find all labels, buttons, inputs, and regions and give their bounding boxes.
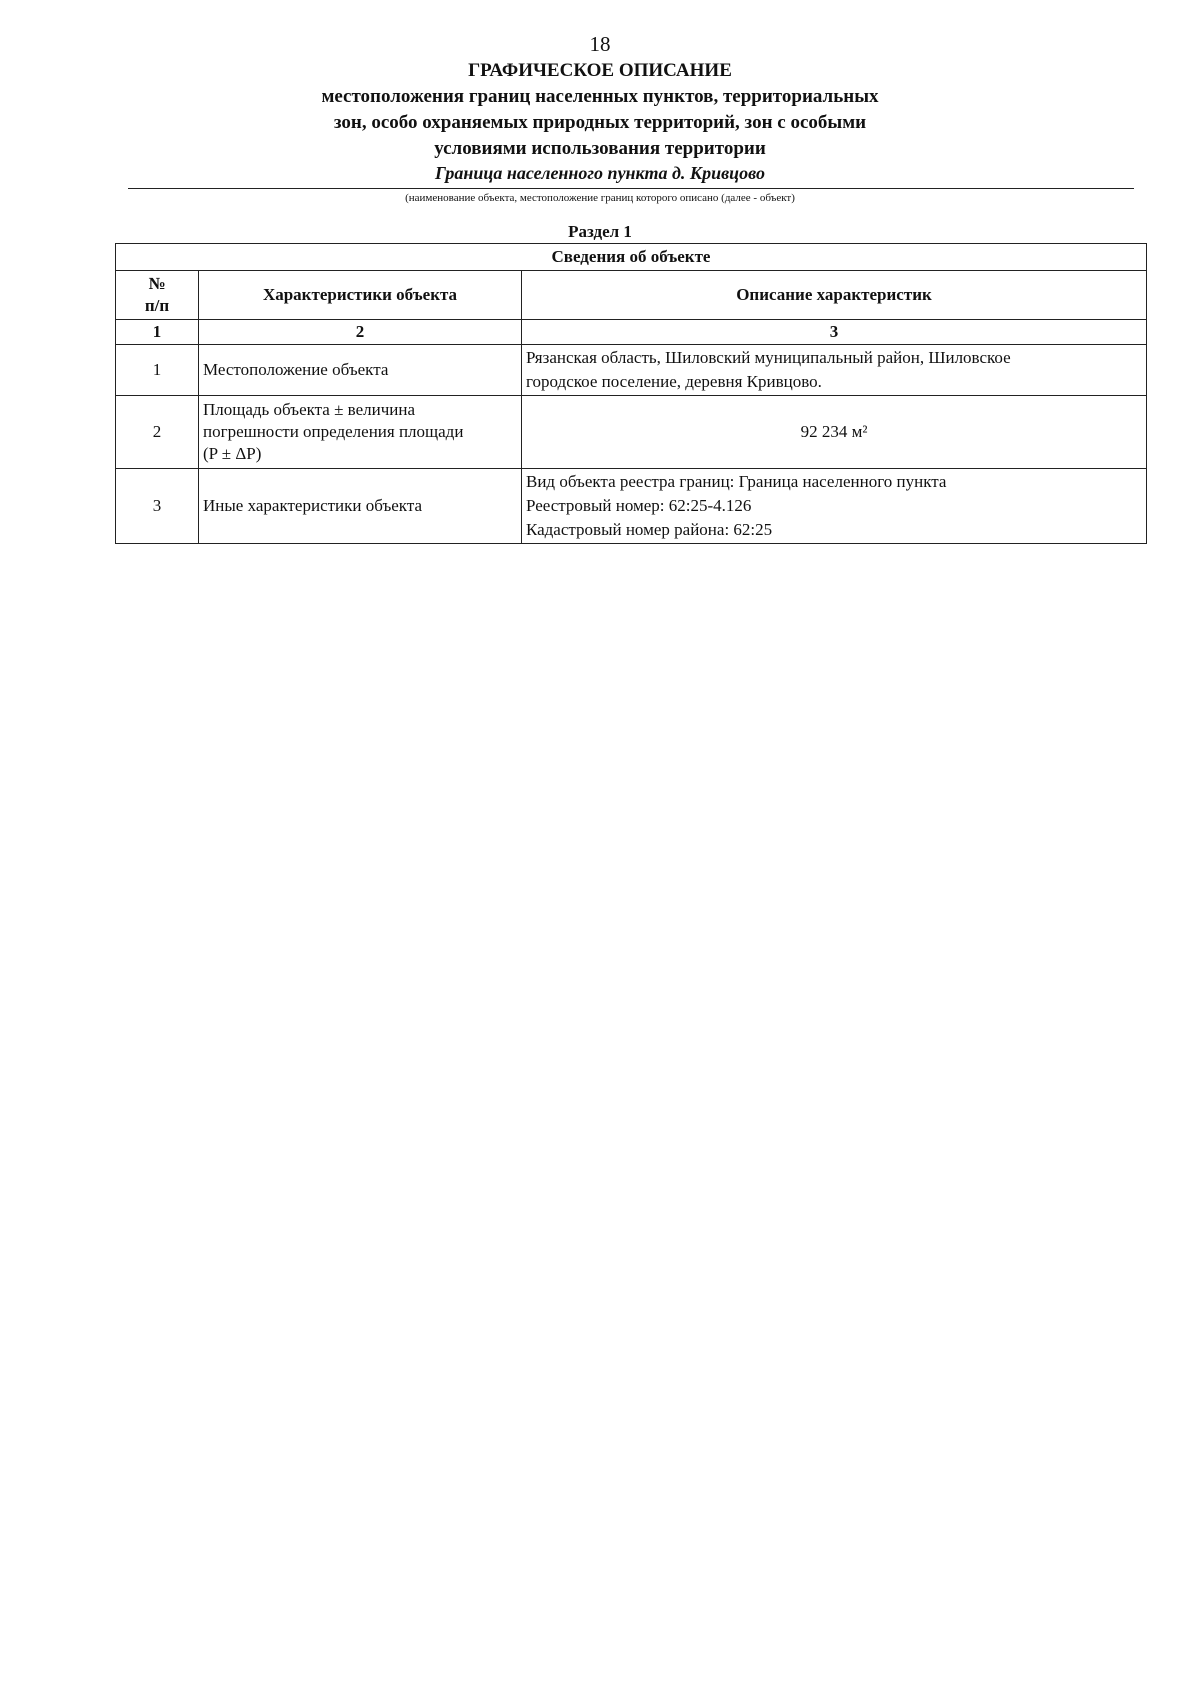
description-line: городское поселение, деревня Кривцово.: [526, 372, 822, 391]
description-line: Кадастровый номер района: 62:25: [526, 520, 773, 539]
object-info-table: [115, 243, 1147, 544]
row-description: [522, 469, 1147, 544]
row-description: 92 234 м²: [522, 396, 1147, 469]
column-number-row: [116, 320, 1147, 345]
row-description: [522, 345, 1147, 396]
object-name-underline: [128, 188, 1134, 189]
document-subtitle-line-1: местоположения границ населенных пунктов, территориальных: [321, 86, 879, 107]
table-header-row: [116, 271, 1147, 320]
header-number-line-2: п/п: [144, 296, 170, 315]
characteristic-line: погрешности определения площади: [203, 422, 464, 441]
object-name: Граница населенного пункта д. Кривцово: [435, 163, 765, 183]
table-row: [116, 345, 1147, 396]
row-number: 3: [116, 469, 199, 544]
object-caption: (наименование объекта, местоположение границ которого описано (далее - объект): [405, 192, 795, 204]
header-characteristic: Характеристики объекта: [199, 271, 522, 320]
page-number: 18: [589, 32, 611, 56]
row-number: 1: [116, 345, 199, 396]
document-subtitle-line-3: условиями использования территории: [434, 138, 766, 159]
document-header: [0, 58, 1200, 162]
table-row: [116, 469, 1147, 544]
document-title: ГРАФИЧЕСКОЕ ОПИСАНИЕ: [468, 60, 732, 81]
table-row: [116, 396, 1147, 469]
row-number: 2: [116, 396, 199, 469]
document-subtitle-line-2: зон, особо охраняемых природных территорий, зон с особыми: [333, 112, 867, 133]
column-number-2: 2: [199, 320, 522, 345]
row-characteristic: Местоположение объекта: [199, 345, 522, 396]
row-characteristic: [199, 396, 522, 469]
characteristic-line: Площадь объекта ± величина: [203, 400, 416, 419]
row-characteristic: Иные характеристики объекта: [199, 469, 522, 544]
header-number: [116, 271, 199, 320]
header-description: Описание характеристик: [522, 271, 1147, 320]
table-caption: Сведения об объекте: [116, 244, 1147, 271]
column-number-3: 3: [522, 320, 1147, 345]
description-line: Реестровый номер: 62:25-4.126: [526, 496, 752, 515]
section-title: Раздел 1: [568, 222, 632, 241]
description-line: Вид объекта реестра границ: Граница населенного пункта: [526, 472, 947, 491]
description-line: Рязанская область, Шиловский муниципальный район, Шиловское: [526, 348, 1011, 367]
column-number-1: 1: [116, 320, 199, 345]
header-number-line-1: №: [148, 274, 166, 293]
characteristic-line: (P ± ΔP): [203, 444, 262, 463]
table-caption-row: [116, 244, 1147, 271]
